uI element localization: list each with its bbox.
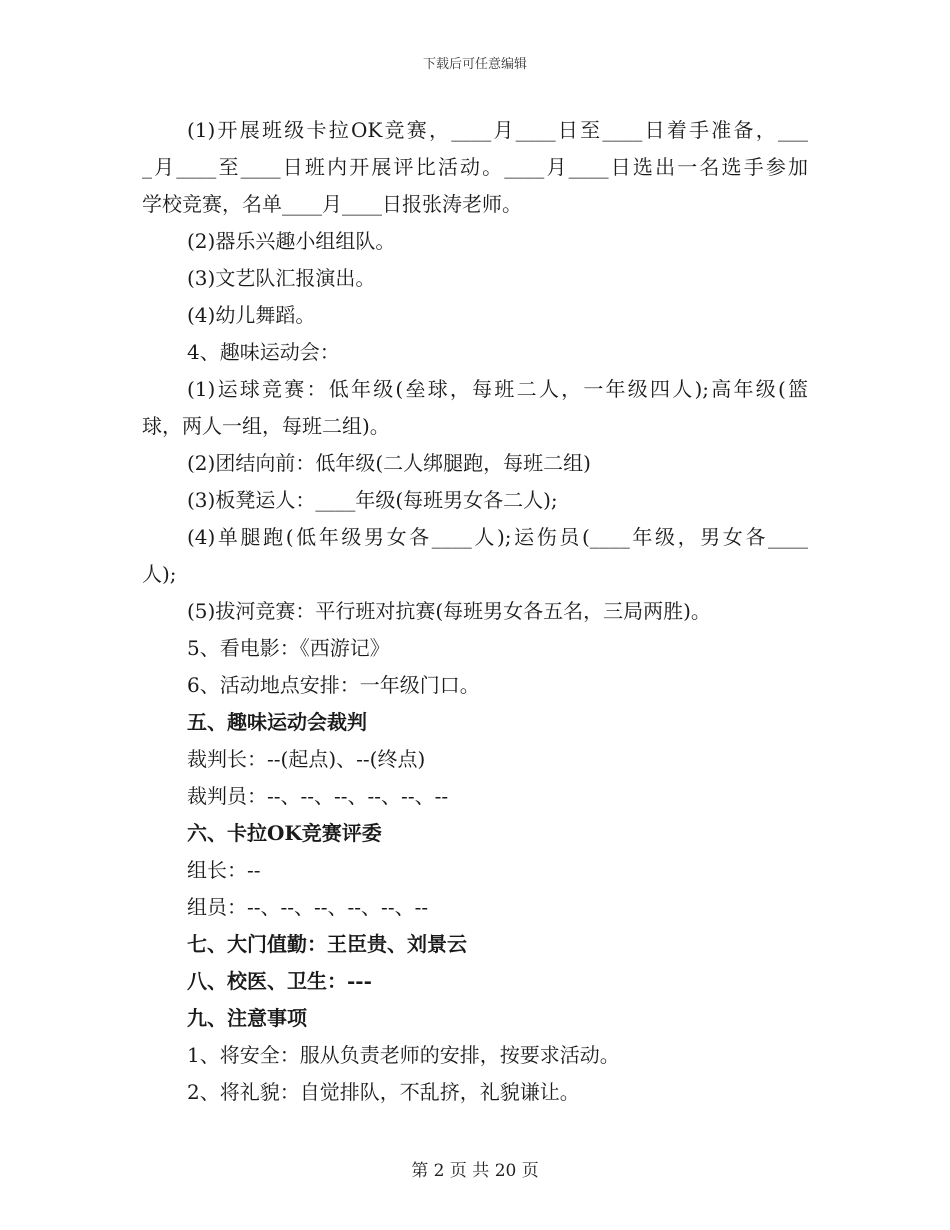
list-item: (4)幼儿舞蹈。 <box>187 303 316 327</box>
list-item: 组员：--、--、--、--、--、-- <box>187 895 429 919</box>
list-item: (3)文艺队汇报演出。 <box>187 266 376 290</box>
list-item: (5)拔河竞赛：平行班对抗赛(每班男女各五名，三局两胜)。 <box>187 599 711 623</box>
list-item: 6、活动地点安排：一年级门口。 <box>187 673 480 697</box>
section-heading: 五、趣味运动会裁判 <box>187 710 367 734</box>
document-body <box>142 112 808 1111</box>
page-header-note: 下载后可任意编辑 <box>422 57 527 72</box>
list-item: 1、将安全：服从负责老师的安排，按要求活动。 <box>187 1043 620 1067</box>
list-item: 4、趣味运动会： <box>187 340 340 364</box>
paragraph-line: (4)单腿跑(低年级男女各____人);运伤员(____年级，男女各____ <box>187 525 808 549</box>
section-heading: 九、注意事项 <box>187 1006 307 1030</box>
list-item: (3)板凳运人：____年级(每班男女各二人); <box>187 488 558 512</box>
paragraph-line: 学校竞赛，名单____月____日报张涛老师。 <box>142 192 522 216</box>
list-item: (2)团结向前：低年级(二人绑腿跑，每班二组) <box>187 451 591 475</box>
paragraph-line: (1)开展班级卡拉OK竞赛，____月____日至____日着手准备，___ <box>187 118 808 142</box>
list-item: (2)器乐兴趣小组组队。 <box>187 229 396 253</box>
list-item: 5、看电影：《西游记》 <box>187 636 390 660</box>
paragraph-line: 球，两人一组，每班二组)。 <box>142 414 390 438</box>
paragraph-line: (1)运球竞赛：低年级(垒球，每班二人，一年级四人);高年级(篮 <box>187 377 808 401</box>
list-item: 裁判长：--(起点)、--(终点) <box>187 747 426 771</box>
section-heading: 六、卡拉OK竞赛评委 <box>187 821 382 845</box>
list-item: 裁判员：--、--、--、--、--、-- <box>187 784 449 808</box>
paragraph-line: _月____至____日班内开展评比活动。____月____日选出一名选手参加 <box>142 155 808 179</box>
section-heading: 七、大门值勤：王臣贵、刘景云 <box>187 932 467 956</box>
paragraph-line: 人); <box>142 562 177 586</box>
page-number: 第 2 页 共 20 页 <box>411 1161 539 1181</box>
section-heading: 八、校医、卫生：--- <box>187 969 372 993</box>
list-item: 组长：-- <box>187 858 261 882</box>
list-item: 2、将礼貌：自觉排队，不乱挤，礼貌谦让。 <box>187 1080 580 1104</box>
